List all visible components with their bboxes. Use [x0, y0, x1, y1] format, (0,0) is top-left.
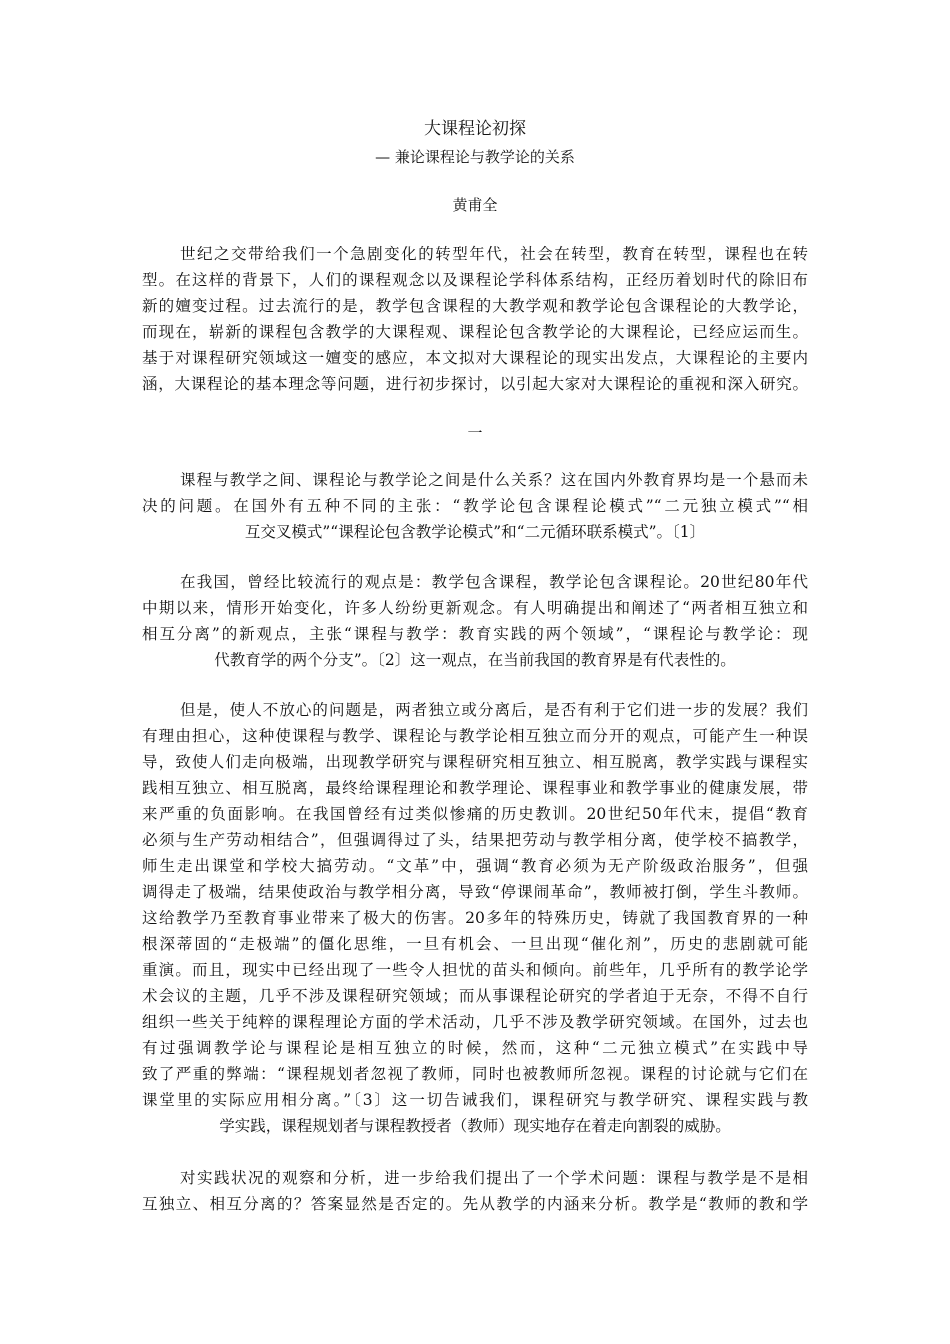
text-line: 课程与教学之间、课程论与教学论之间是什么关系？这在国内外教育界均是一个悬而未	[180, 471, 808, 489]
text-line: 对实践状况的观察和分析，进一步给我们提出了一个学术问题：课程与教学是不是相	[180, 1169, 808, 1187]
document-subtitle: — 兼论课程论与教学论的关系	[375, 148, 575, 166]
text-line: 中期以来，情形开始变化，许多人纷纷更新观念。有人明确提出和阐述了“两者相互独立和	[142, 599, 808, 617]
text-line: 术会议的主题，几乎不涉及课程研究领域；而从事课程论研究的学者迫于无奈，不得不自行	[142, 987, 808, 1005]
text-line: 互独立、相互分离的？答案显然是否定的。先从教学的内涵来分析。教学是“教师的教和学	[142, 1195, 808, 1213]
text-line: 这给教学乃至教育事业带来了极大的伤害。20多年的特殊历史，铸就了我国教育界的一种	[142, 909, 808, 927]
text-line: 导，致使人们走向极端，出现教学研究与课程研究相互独立、相互脱离，教学实践与课程实	[142, 753, 808, 771]
text-line: 致了严重的弊端：“课程规划者忽视了教师，同时也被教师所忽视。课程的讨论就与它们在	[142, 1065, 808, 1083]
section-heading: 一	[467, 424, 483, 442]
paragraph-5	[142, 1165, 808, 1217]
text-line: 组织一些关于纯粹的课程理论方面的学术活动，几乎不涉及教学研究领域。在国外，过去也	[142, 1013, 808, 1031]
text-line: 新的嬗变过程。过去流行的是，教学包含课程的大教学观和教学论包含课程论的大教学论，	[142, 297, 808, 315]
text-line: 基于对课程研究领域这一嬗变的感应，本文拟对大课程论的现实出发点，大课程论的主要内	[142, 349, 808, 367]
text-line: 调得走了极端，结果使政治与教学相分离，导致“停课闹革命”，教师被打倒，学生斗教师。	[142, 883, 808, 901]
text-line: 学实践，课程规划者与课程教授者（教师）现实地存在着走向割裂的威胁。	[219, 1117, 731, 1135]
text-line: 根深蒂固的“走极端”的僵化思维，一旦有机会、一旦出现“催化剂”，历史的悲剧就可能	[142, 935, 808, 953]
text-line: 重演。而且，现实中已经出现了一些令人担忧的苗头和倾向。前些年，几乎所有的教学论学	[142, 961, 808, 979]
paragraph-4	[142, 697, 808, 1139]
subtitle-text: 兼论课程论与教学论的关系	[394, 148, 575, 166]
text-line: 型。在这样的背景下，人们的课程观念以及课程论学科体系结构，正经历着划时代的除旧布	[142, 271, 808, 289]
text-line: 而现在，崭新的课程包含教学的大课程观、课程论包含教学论的大课程论，已经应运而生。	[142, 323, 808, 341]
text-line: 来严重的负面影响。在我国曾经有过类似惨痛的历史教训。20世纪50年代末，提倡“教育	[142, 805, 808, 823]
text-line: 在我国，曾经比较流行的观点是：教学包含课程，教学论包含课程论。20世纪80年代	[180, 573, 808, 591]
document-author: 黄甫全	[452, 196, 498, 214]
paragraph-2	[142, 467, 808, 545]
text-line: 但是，使人不放心的问题是，两者独立或分离后，是否有利于它们进一步的发展？我们	[180, 701, 808, 719]
text-line: 课堂里的实际应用相分离。”〔3〕这一切告诫我们，课程研究与教学研究、课程实践与教	[142, 1091, 808, 1109]
document-title: 大课程论初探	[424, 119, 526, 139]
paragraph-3	[142, 569, 808, 673]
text-line: 践相互独立、相互脱离，最终给课程理论和教学理论、课程事业和教学事业的健康发展，带	[142, 779, 808, 797]
text-line: 涵，大课程论的基本理念等问题，进行初步探讨，以引起大家对大课程论的重视和深入研究。	[142, 375, 808, 393]
text-line: 相互分离”的新观点，主张“课程与教学：教育实践的两个领域”，“课程论与教学论：现	[142, 625, 808, 643]
text-line: 有理由担心，这种使课程与教学、课程论与教学论相互独立而分开的观点，可能产生一种误	[142, 727, 808, 745]
text-line: 师生走出课堂和学校大搞劳动。“文革”中，强调“教育必须为无产阶级政治服务”，但强	[142, 857, 808, 875]
text-line: 有过强调教学论与课程论是相互独立的时候，然而，这种“二元独立模式”在实践中导	[142, 1039, 808, 1057]
paragraph-intro	[142, 241, 808, 397]
text-line: 代教育学的两个分支”。〔2〕这一观点，在当前我国的教育界是有代表性的。	[214, 651, 736, 669]
text-line: 互交叉模式”“课程论包含教学论模式”和“二元循环联系模式”。〔1〕	[244, 523, 706, 541]
text-line: 世纪之交带给我们一个急剧变化的转型年代，社会在转型，教育在转型，课程也在转	[180, 245, 808, 263]
text-line: 必须与生产劳动相结合”，但强调得过了头，结果把劳动与教学相分离，使学校不搞教学，	[142, 831, 808, 849]
text-line: 决的问题。在国外有五种不同的主张：“教学论包含课程论模式”“二元独立模式”“相	[142, 497, 808, 515]
